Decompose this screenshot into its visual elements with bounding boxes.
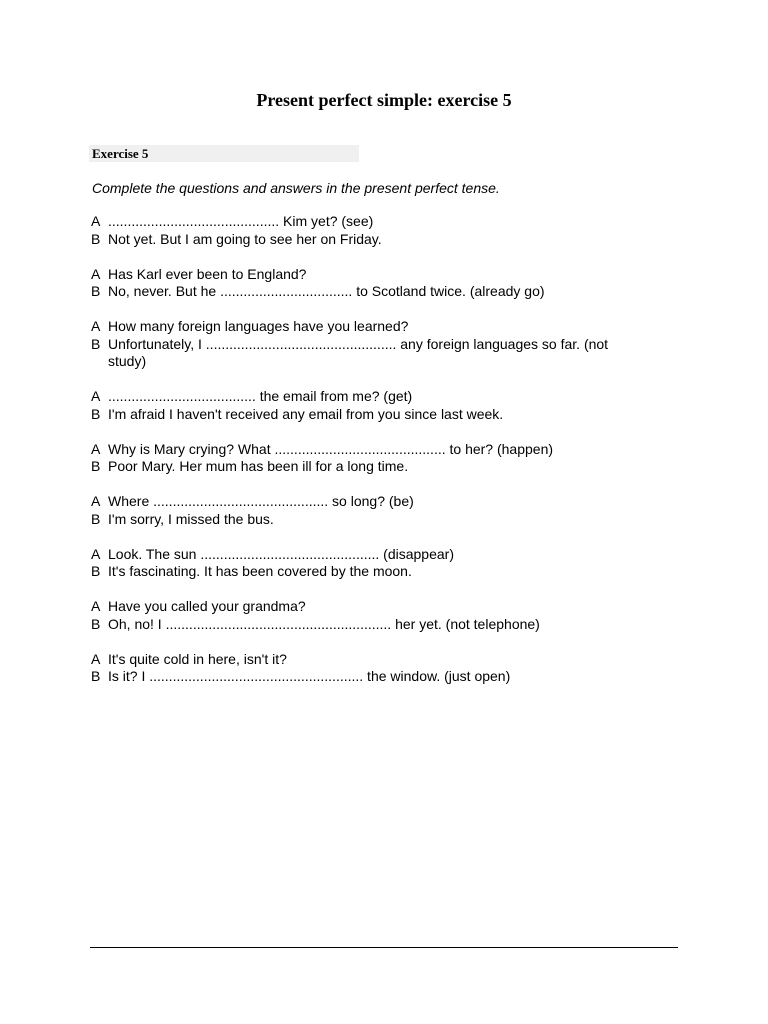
speaker-label: B bbox=[91, 510, 101, 527]
speaker-label: B bbox=[91, 230, 101, 247]
footer-rule bbox=[90, 947, 678, 948]
dialogue-7 bbox=[91, 546, 631, 581]
dialogue-3 bbox=[91, 318, 631, 371]
answer-text: Unfortunately, I ................................................. any foreign languages so far. (not study) bbox=[108, 335, 609, 369]
question-text: How many foreign languages have you learned? bbox=[108, 318, 409, 334]
dialogue-9 bbox=[91, 651, 631, 686]
speaker-label: B bbox=[91, 405, 101, 422]
question-text: ............................................ Kim yet? (see) bbox=[108, 213, 374, 229]
dialogue-2 bbox=[91, 266, 631, 301]
dialogue-list bbox=[91, 213, 631, 703]
question-text: Has Karl ever been to England? bbox=[108, 265, 307, 282]
answer-text: No, never. But he .................................. to Scotland twice. (already go) bbox=[108, 283, 545, 299]
exercise-label: Exercise 5 bbox=[89, 145, 359, 162]
speaker-label: A bbox=[91, 598, 101, 614]
dialogue-1 bbox=[91, 213, 631, 248]
dialogue-line-a bbox=[91, 388, 631, 406]
speaker-label: B bbox=[91, 283, 101, 299]
dialogue-6 bbox=[91, 493, 631, 528]
question-text: Where ............................................. so long? (be) bbox=[108, 493, 414, 509]
answer-text: Is it? I ....................................................... the window. (just open) bbox=[108, 668, 511, 684]
question-text: ...................................... the email from me? (get) bbox=[108, 388, 413, 404]
dialogue-line-b bbox=[91, 668, 631, 686]
answer-text: Oh, no! I .......................................................... her yet. (not telephone) bbox=[108, 615, 540, 632]
dialogue-line-b bbox=[91, 616, 631, 634]
instructions: Complete the questions and answers in the present perfect tense. bbox=[92, 180, 500, 196]
dialogue-line-a bbox=[91, 266, 631, 284]
dialogue-line-b bbox=[91, 511, 631, 529]
dialogue-line-a bbox=[91, 546, 631, 564]
speaker-label: B bbox=[91, 615, 101, 632]
dialogue-line-a bbox=[91, 493, 631, 511]
answer-text: I'm sorry, I missed the bus. bbox=[108, 510, 274, 527]
dialogue-line-b bbox=[91, 283, 631, 301]
question-text: Have you called your grandma? bbox=[108, 598, 306, 614]
speaker-label: A bbox=[91, 388, 101, 404]
question-text: Look. The sun .............................................. (disappear) bbox=[108, 545, 454, 562]
question-text: It's quite cold in here, isn't it? bbox=[108, 650, 287, 667]
speaker-label: A bbox=[91, 493, 101, 509]
speaker-label: B bbox=[91, 335, 101, 352]
dialogue-8 bbox=[91, 598, 631, 633]
speaker-label: B bbox=[91, 668, 101, 684]
speaker-label: A bbox=[91, 318, 101, 334]
speaker-label: B bbox=[91, 563, 101, 579]
speaker-label: A bbox=[91, 213, 101, 229]
page-title: Present perfect simple: exercise 5 bbox=[256, 90, 512, 110]
speaker-label: A bbox=[91, 440, 101, 457]
dialogue-line-b bbox=[91, 336, 631, 371]
answer-text: It's fascinating. It has been covered by the moon. bbox=[108, 563, 412, 579]
answer-text: Not yet. But I am going to see her on Friday. bbox=[108, 230, 382, 247]
dialogue-line-a bbox=[91, 598, 631, 616]
dialogue-line-a bbox=[91, 651, 631, 669]
speaker-label: A bbox=[91, 265, 101, 282]
speaker-label: A bbox=[91, 650, 101, 667]
dialogue-line-b bbox=[91, 458, 631, 476]
dialogue-line-b bbox=[91, 231, 631, 249]
answer-text: I'm afraid I haven't received any email from you since last week. bbox=[108, 405, 504, 422]
dialogue-line-a bbox=[91, 441, 631, 459]
answer-text: Poor Mary. Her mum has been ill for a long time. bbox=[108, 458, 409, 474]
dialogue-4 bbox=[91, 388, 631, 423]
speaker-label: B bbox=[91, 458, 101, 474]
speaker-label: A bbox=[91, 545, 101, 562]
dialogue-line-a bbox=[91, 318, 631, 336]
dialogue-5 bbox=[91, 441, 631, 476]
question-text: Why is Mary crying? What ............................................ to her? (happen) bbox=[108, 440, 554, 457]
dialogue-line-b bbox=[91, 406, 631, 424]
dialogue-line-a bbox=[91, 213, 631, 231]
dialogue-line-b bbox=[91, 563, 631, 581]
